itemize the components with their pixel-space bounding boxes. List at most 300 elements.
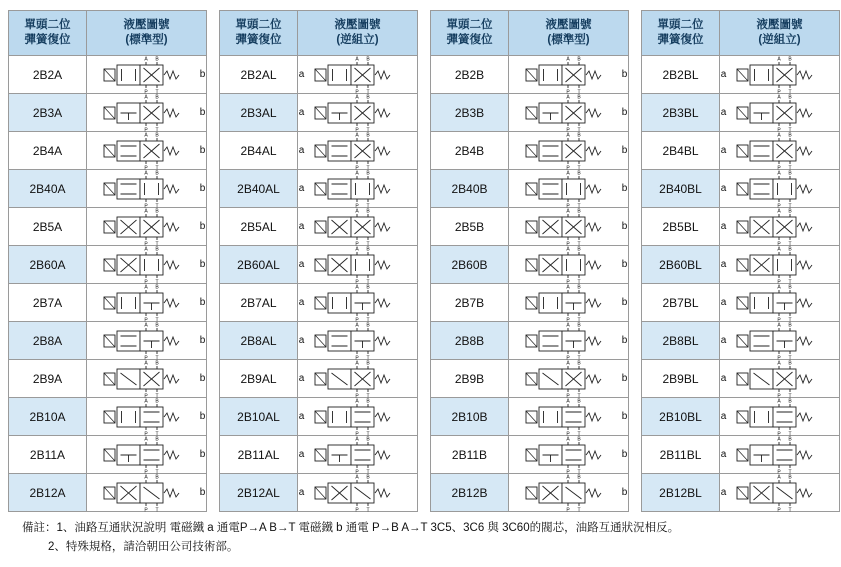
svg-text:P: P (565, 393, 570, 399)
symbol-wrapper (87, 208, 206, 245)
svg-text:P: P (354, 279, 359, 285)
table-row (9, 284, 207, 322)
valve-symbol-cell (298, 132, 418, 170)
svg-text:P: P (354, 469, 359, 475)
svg-text:P: P (776, 393, 781, 399)
svg-text:T: T (787, 469, 792, 475)
symbol-wrapper (87, 360, 206, 397)
svg-text:T: T (787, 355, 792, 361)
valve-code-cell: 2B12A (9, 474, 87, 512)
svg-text:A: A (776, 284, 781, 290)
svg-text:P: P (354, 241, 359, 247)
valve-code-cell: 2B5B (431, 208, 509, 246)
svg-text:A: A (565, 94, 570, 100)
solenoid-label-left: a (720, 145, 727, 156)
svg-text:P: P (143, 507, 148, 513)
valve-symbol-cell (720, 170, 840, 208)
svg-text:A: A (354, 360, 359, 366)
valve-code-cell: 2B3A (9, 94, 87, 132)
svg-text:T: T (365, 355, 370, 361)
header-symbol-line1: 液壓圖號 (334, 19, 381, 31)
symbol-wrapper (87, 132, 206, 169)
svg-text:T: T (787, 241, 792, 247)
svg-text:T: T (154, 431, 159, 437)
svg-text:T: T (576, 355, 581, 361)
svg-text:B: B (787, 322, 792, 328)
svg-text:B: B (154, 94, 159, 100)
svg-text:A: A (354, 56, 359, 62)
valve-symbol-graphic (99, 436, 195, 475)
valve-symbol-graphic (521, 436, 617, 475)
svg-text:B: B (787, 170, 792, 176)
valve-symbol-graphic (521, 474, 617, 513)
svg-text:B: B (365, 322, 370, 328)
table-row (9, 322, 207, 360)
valve-symbol-cell (509, 132, 629, 170)
svg-text:B: B (576, 474, 581, 480)
svg-text:P: P (354, 507, 359, 513)
svg-text:B: B (576, 56, 581, 62)
solenoid-label-left: a (720, 449, 727, 460)
symbol-wrapper (720, 94, 839, 131)
table-row (220, 474, 418, 512)
svg-text:B: B (576, 208, 581, 214)
svg-text:A: A (354, 94, 359, 100)
svg-text:T: T (154, 127, 159, 133)
svg-text:B: B (154, 56, 159, 62)
solenoid-label-left: a (720, 373, 727, 384)
svg-text:T: T (154, 317, 159, 323)
symbol-wrapper (509, 170, 628, 207)
svg-text:B: B (365, 360, 370, 366)
svg-text:P: P (143, 355, 148, 361)
svg-text:A: A (143, 56, 148, 62)
solenoid-label-left: a (298, 373, 305, 384)
valve-symbol-graphic (99, 132, 195, 171)
symbol-wrapper (720, 436, 839, 473)
svg-text:B: B (787, 360, 792, 366)
table-row (220, 398, 418, 436)
solenoid-label-left: a (298, 259, 305, 270)
valve-symbol-graphic (99, 284, 195, 323)
svg-text:A: A (565, 360, 570, 366)
table-row (431, 132, 629, 170)
svg-text:A: A (565, 246, 570, 252)
valve-symbol-graphic (521, 246, 617, 285)
header-code-line1: 單頭二位 (657, 19, 704, 31)
svg-text:B: B (576, 170, 581, 176)
svg-text:A: A (565, 436, 570, 442)
svg-text:B: B (576, 284, 581, 290)
svg-text:B: B (154, 208, 159, 214)
symbol-wrapper (720, 208, 839, 245)
valve-symbol-cell (720, 360, 840, 398)
valve-code-cell: 2B9AL (220, 360, 298, 398)
valve-symbol-graphic (521, 398, 617, 437)
symbol-wrapper (509, 94, 628, 131)
header-symbol-1 (87, 11, 207, 56)
svg-text:B: B (576, 246, 581, 252)
valve-symbol-cell (87, 208, 207, 246)
valve-symbol-graphic (521, 322, 617, 361)
svg-text:P: P (565, 203, 570, 209)
solenoid-label-left: a (720, 297, 727, 308)
solenoid-label-right: b (621, 107, 628, 118)
symbol-wrapper (720, 360, 839, 397)
valve-symbol-graphic (521, 360, 617, 399)
svg-text:P: P (354, 355, 359, 361)
svg-text:P: P (776, 355, 781, 361)
svg-text:A: A (565, 322, 570, 328)
svg-text:A: A (354, 284, 359, 290)
svg-text:P: P (354, 203, 359, 209)
valve-symbol-graphic (732, 398, 828, 437)
solenoid-label-right: b (621, 373, 628, 384)
svg-text:P: P (565, 507, 570, 513)
solenoid-label-right: b (199, 221, 206, 232)
svg-text:A: A (354, 170, 359, 176)
table-row (9, 132, 207, 170)
symbol-wrapper (298, 208, 417, 245)
valve-symbol-cell (720, 132, 840, 170)
table-row (642, 474, 840, 512)
solenoid-label-left: a (298, 411, 305, 422)
valve-code-cell: 2B11A (9, 436, 87, 474)
symbol-wrapper (87, 436, 206, 473)
solenoid-label-right: b (621, 221, 628, 232)
header-code-line1: 單頭二位 (24, 19, 71, 31)
symbol-wrapper (509, 56, 628, 93)
svg-text:T: T (576, 507, 581, 513)
table-row (9, 56, 207, 94)
svg-text:P: P (143, 241, 148, 247)
table-row (220, 284, 418, 322)
valve-code-cell: 2B10A (9, 398, 87, 436)
table-row (642, 170, 840, 208)
svg-text:B: B (154, 322, 159, 328)
symbol-wrapper (720, 284, 839, 321)
valve-code-cell: 2B11B (431, 436, 509, 474)
header-code-line2: 彈簧復位 (235, 34, 282, 46)
valve-symbol-cell (298, 246, 418, 284)
valve-code-cell: 2B7A (9, 284, 87, 322)
svg-text:A: A (565, 398, 570, 404)
valve-code-cell: 2B9A (9, 360, 87, 398)
svg-text:A: A (565, 170, 570, 176)
svg-text:B: B (576, 132, 581, 138)
valve-code-cell: 2B60AL (220, 246, 298, 284)
valve-symbol-graphic (310, 208, 406, 247)
svg-text:B: B (576, 322, 581, 328)
valve-symbol-graphic (732, 322, 828, 361)
svg-text:P: P (143, 469, 148, 475)
svg-text:B: B (365, 56, 370, 62)
svg-text:T: T (154, 89, 159, 95)
symbol-wrapper (720, 246, 839, 283)
svg-text:B: B (576, 94, 581, 100)
valve-code-cell: 2B5BL (642, 208, 720, 246)
valve-symbol-cell (720, 398, 840, 436)
valve-code-cell: 2B4AL (220, 132, 298, 170)
svg-text:P: P (776, 203, 781, 209)
symbol-wrapper (87, 246, 206, 283)
svg-text:P: P (565, 89, 570, 95)
svg-text:T: T (787, 431, 792, 437)
header-symbol-line2: (逆組立) (336, 34, 379, 46)
valve-symbol-cell (87, 132, 207, 170)
solenoid-label-left: a (298, 221, 305, 232)
valve-symbol-cell (720, 246, 840, 284)
symbol-wrapper (298, 360, 417, 397)
solenoid-label-left: a (720, 183, 727, 194)
valve-symbol-graphic (732, 436, 828, 475)
table-row (642, 132, 840, 170)
valve-symbol-cell (720, 322, 840, 360)
svg-text:T: T (365, 317, 370, 323)
svg-text:P: P (143, 89, 148, 95)
svg-text:T: T (365, 279, 370, 285)
svg-text:P: P (776, 165, 781, 171)
svg-text:B: B (787, 398, 792, 404)
table-row (431, 322, 629, 360)
table-row (220, 94, 418, 132)
svg-text:A: A (565, 132, 570, 138)
valve-symbol-graphic (310, 56, 406, 95)
valve-symbol-graphic (310, 322, 406, 361)
table-row (220, 360, 418, 398)
valve-code-cell: 2B7B (431, 284, 509, 322)
symbol-wrapper (298, 474, 417, 511)
svg-text:B: B (787, 208, 792, 214)
valve-symbol-cell (87, 436, 207, 474)
header-symbol-line2: (標準型) (125, 34, 168, 46)
symbol-wrapper (87, 398, 206, 435)
valve-code-cell: 2B4B (431, 132, 509, 170)
solenoid-label-left: a (298, 297, 305, 308)
valve-code-cell: 2B11AL (220, 436, 298, 474)
svg-text:A: A (776, 246, 781, 252)
svg-text:T: T (576, 89, 581, 95)
valve-symbol-cell (720, 436, 840, 474)
svg-text:T: T (365, 203, 370, 209)
valve-symbol-graphic (732, 246, 828, 285)
svg-text:B: B (787, 474, 792, 480)
valve-code-cell: 2B5A (9, 208, 87, 246)
svg-text:T: T (154, 355, 159, 361)
header-code-line2: 彈簧復位 (446, 34, 493, 46)
table-row (642, 208, 840, 246)
table-row (220, 246, 418, 284)
valve-table-4 (641, 10, 840, 512)
symbol-wrapper (87, 474, 206, 511)
symbol-wrapper (509, 208, 628, 245)
svg-text:P: P (565, 165, 570, 171)
svg-text:P: P (143, 279, 148, 285)
svg-text:T: T (787, 279, 792, 285)
table-row (431, 246, 629, 284)
svg-text:B: B (787, 284, 792, 290)
svg-text:B: B (154, 132, 159, 138)
svg-text:A: A (354, 322, 359, 328)
svg-text:A: A (776, 398, 781, 404)
valve-symbol-graphic (310, 436, 406, 475)
svg-text:A: A (565, 284, 570, 290)
symbol-wrapper (509, 132, 628, 169)
notes-block (22, 519, 679, 557)
solenoid-label-right: b (621, 145, 628, 156)
svg-text:T: T (576, 279, 581, 285)
valve-code-cell: 2B7AL (220, 284, 298, 322)
svg-text:A: A (565, 56, 570, 62)
valve-symbol-cell (87, 170, 207, 208)
valve-symbol-cell (720, 474, 840, 512)
symbol-wrapper (298, 284, 417, 321)
solenoid-label-left: a (720, 107, 727, 118)
svg-text:T: T (154, 469, 159, 475)
valve-symbol-graphic (99, 360, 195, 399)
svg-text:P: P (565, 355, 570, 361)
solenoid-label-right: b (621, 183, 628, 194)
svg-text:A: A (776, 94, 781, 100)
symbol-wrapper (298, 436, 417, 473)
valve-symbol-cell (298, 94, 418, 132)
valve-code-cell: 2B8AL (220, 322, 298, 360)
valve-table-3 (430, 10, 629, 512)
valve-symbol-cell (298, 436, 418, 474)
svg-text:T: T (576, 431, 581, 437)
solenoid-label-right: b (621, 259, 628, 270)
table-row (642, 94, 840, 132)
svg-text:B: B (365, 474, 370, 480)
svg-text:T: T (365, 89, 370, 95)
svg-text:A: A (565, 474, 570, 480)
valve-symbol-graphic (310, 132, 406, 171)
solenoid-label-left: a (720, 411, 727, 422)
svg-text:T: T (154, 241, 159, 247)
table-row (9, 246, 207, 284)
valve-code-cell: 2B2B (431, 56, 509, 94)
valve-code-cell: 2B12AL (220, 474, 298, 512)
svg-text:T: T (787, 317, 792, 323)
solenoid-label-left: a (720, 335, 727, 346)
valve-symbol-cell (509, 360, 629, 398)
valve-symbol-graphic (99, 322, 195, 361)
header-symbol-3 (509, 11, 629, 56)
svg-text:T: T (365, 127, 370, 133)
solenoid-label-right: b (199, 259, 206, 270)
table-row (9, 208, 207, 246)
solenoid-label-right: b (199, 107, 206, 118)
svg-text:T: T (154, 203, 159, 209)
svg-text:T: T (365, 469, 370, 475)
svg-text:A: A (354, 436, 359, 442)
valve-symbol-cell (298, 284, 418, 322)
svg-text:P: P (143, 203, 148, 209)
table-row (642, 322, 840, 360)
valve-code-cell: 2B2A (9, 56, 87, 94)
svg-text:T: T (576, 469, 581, 475)
svg-text:T: T (365, 431, 370, 437)
valve-symbol-graphic (310, 94, 406, 133)
table-row (431, 360, 629, 398)
valve-symbol-cell (298, 56, 418, 94)
valve-symbol-graphic (99, 208, 195, 247)
symbol-wrapper (298, 94, 417, 131)
svg-text:A: A (354, 208, 359, 214)
svg-text:T: T (365, 393, 370, 399)
solenoid-label-right: b (621, 487, 628, 498)
header-symbol-line2: (逆組立) (758, 34, 801, 46)
header-symbol-line2: (標準型) (547, 34, 590, 46)
svg-text:B: B (365, 436, 370, 442)
svg-text:P: P (565, 241, 570, 247)
symbol-wrapper (720, 322, 839, 359)
table-row (431, 170, 629, 208)
solenoid-label-left: a (298, 145, 305, 156)
valve-code-cell: 2B8A (9, 322, 87, 360)
valve-symbol-graphic (732, 132, 828, 171)
svg-text:P: P (565, 431, 570, 437)
valve-symbol-cell (87, 284, 207, 322)
table-row (642, 284, 840, 322)
table-row (431, 94, 629, 132)
solenoid-label-right: b (199, 145, 206, 156)
svg-text:B: B (365, 208, 370, 214)
svg-text:B: B (787, 132, 792, 138)
header-symbol-2 (298, 11, 418, 56)
svg-text:P: P (354, 317, 359, 323)
svg-text:B: B (154, 246, 159, 252)
svg-text:T: T (576, 241, 581, 247)
valve-table-2 (219, 10, 418, 512)
valve-symbol-graphic (99, 56, 195, 95)
table-row (9, 94, 207, 132)
valve-symbol-cell (509, 94, 629, 132)
svg-text:T: T (154, 507, 159, 513)
solenoid-label-left: a (298, 107, 305, 118)
svg-text:A: A (776, 474, 781, 480)
table-row (220, 322, 418, 360)
valve-symbol-cell (87, 398, 207, 436)
header-symbol-line1: 液壓圖號 (545, 19, 592, 31)
svg-text:T: T (576, 317, 581, 323)
valve-table-1 (8, 10, 207, 512)
valve-symbol-cell (509, 436, 629, 474)
valve-symbol-graphic (521, 208, 617, 247)
solenoid-label-right: b (621, 335, 628, 346)
header-code-line2: 彈簧復位 (24, 34, 71, 46)
table-row (642, 398, 840, 436)
svg-text:A: A (143, 132, 148, 138)
solenoid-label-left: a (720, 69, 727, 80)
svg-text:P: P (565, 317, 570, 323)
valve-symbol-graphic (99, 398, 195, 437)
symbol-wrapper (509, 246, 628, 283)
svg-text:A: A (143, 360, 148, 366)
valve-code-cell: 2B8BL (642, 322, 720, 360)
valve-symbol-cell (298, 474, 418, 512)
solenoid-label-left: a (720, 487, 727, 498)
table-row (431, 208, 629, 246)
svg-text:A: A (143, 474, 148, 480)
valve-symbol-cell (509, 246, 629, 284)
solenoid-label-right: b (199, 69, 206, 80)
solenoid-label-left: a (298, 183, 305, 194)
valve-code-cell: 2B60B (431, 246, 509, 284)
svg-text:T: T (787, 507, 792, 513)
valve-code-cell: 2B2BL (642, 56, 720, 94)
solenoid-label-right: b (621, 297, 628, 308)
